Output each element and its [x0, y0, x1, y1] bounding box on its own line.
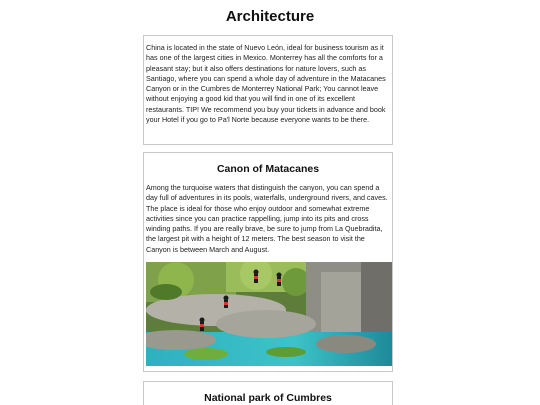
page-title: Architecture [225, 8, 315, 25]
section-title: National park of Cumbres [204, 392, 332, 404]
intro-card [143, 35, 393, 145]
section-card-cumbres [143, 381, 393, 405]
section-text: Among the turquoise waters that distinguish the canyon, you can spend a day full of adventures in its pools, waterfalls, underground rivers, and caves. The place is ideal for those who enjoy outdoor and somewhat extreme activities since you can practice rappelling, jump into its pits and cross winding paths. If you are really brave, be sure to jump from La Quebradita, the largest pit with a height of 12 meters. The best season to visit the Canyon is between March and August. [146, 183, 388, 254]
canyon-photo [146, 262, 392, 366]
section-card-matacanes [143, 152, 393, 372]
section-title: Canon of Matacanes [216, 163, 320, 175]
intro-text: China is located in the state of Nuevo León, ideal for business tourism as it has one of the largest cities in Mexico. Monterrey has all the comforts for a pleasant stay; but it also offers destinations for nature lovers, such as Santiago, where you can spend a whole day of adventure in the Matacanes Canyon or in the Cumbres de Monterrey National Park; You cannot leave without enjoying a good kid that you will find in one of its excellent restaurants. TIP! We recommend you buy your tickets in advance and book your Hotel if you go to Pa'l Norte because everyone wants to be there. [146, 43, 386, 125]
